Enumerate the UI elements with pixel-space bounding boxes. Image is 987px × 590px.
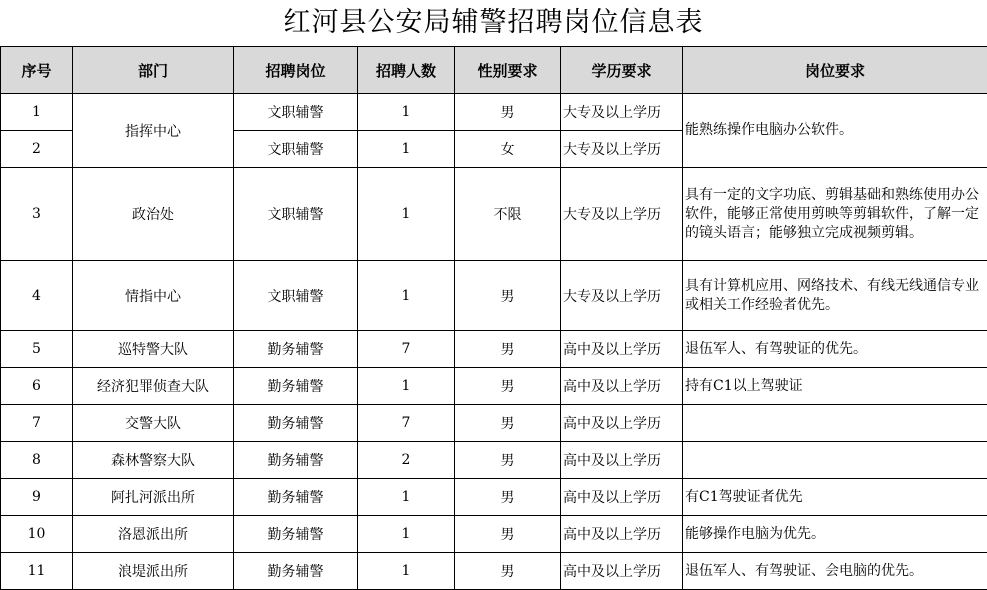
cell-position: 勤务辅警 [234, 553, 358, 590]
header-serial-number: 序号 [1, 47, 73, 94]
cell-headcount: 7 [358, 331, 455, 368]
cell-serial-number: 4 [1, 261, 73, 331]
cell-department: 指挥中心 [73, 94, 234, 168]
cell-requirements [683, 405, 987, 442]
cell-headcount: 1 [358, 131, 455, 168]
cell-position: 勤务辅警 [234, 405, 358, 442]
cell-serial-number: 9 [1, 479, 73, 516]
cell-serial-number: 5 [1, 331, 73, 368]
cell-serial-number: 2 [1, 131, 73, 168]
cell-education: 大专及以上学历 [561, 168, 683, 261]
header-requirements: 岗位要求 [683, 47, 987, 94]
cell-gender: 男 [455, 261, 561, 331]
cell-gender: 女 [455, 131, 561, 168]
cell-requirements: 具有计算机应用、网络技术、有线无线通信专业或相关工作经验者优先。 [683, 261, 987, 331]
cell-headcount: 1 [358, 479, 455, 516]
cell-position: 文职辅警 [234, 261, 358, 331]
cell-position: 勤务辅警 [234, 331, 358, 368]
table-row [1, 331, 987, 368]
header-headcount: 招聘人数 [358, 47, 455, 94]
cell-position: 文职辅警 [234, 94, 358, 131]
table-header-row [1, 47, 987, 94]
cell-requirements: 持有C1以上驾驶证 [683, 368, 987, 405]
cell-department: 浪堤派出所 [73, 553, 234, 590]
cell-position: 勤务辅警 [234, 442, 358, 479]
table-row [1, 94, 987, 131]
cell-position: 勤务辅警 [234, 368, 358, 405]
cell-gender: 男 [455, 442, 561, 479]
cell-requirements: 退伍军人、有驾驶证、会电脑的优先。 [683, 553, 987, 590]
cell-department: 政治处 [73, 168, 234, 261]
cell-education: 大专及以上学历 [561, 261, 683, 331]
cell-gender: 男 [455, 405, 561, 442]
header-education: 学历要求 [561, 47, 683, 94]
cell-gender: 不限 [455, 168, 561, 261]
cell-department: 巡特警大队 [73, 331, 234, 368]
cell-position: 文职辅警 [234, 168, 358, 261]
cell-serial-number: 1 [1, 94, 73, 131]
cell-headcount: 2 [358, 442, 455, 479]
cell-requirements: 能够操作电脑为优先。 [683, 516, 987, 553]
cell-department: 阿扎河派出所 [73, 479, 234, 516]
cell-serial-number: 6 [1, 368, 73, 405]
table-row [1, 261, 987, 331]
cell-position: 勤务辅警 [234, 479, 358, 516]
cell-requirements: 退伍军人、有驾驶证的优先。 [683, 331, 987, 368]
cell-headcount: 1 [358, 168, 455, 261]
cell-department: 洛恩派出所 [73, 516, 234, 553]
cell-position: 文职辅警 [234, 131, 358, 168]
table-row [1, 442, 987, 479]
cell-requirements: 具有一定的文字功底、剪辑基础和熟练使用办公软件，能够正常使用剪映等剪辑软件，了解一定的镜头语言；能够独立完成视频剪辑。 [683, 168, 987, 261]
table-row [1, 553, 987, 590]
cell-education: 大专及以上学历 [561, 131, 683, 168]
cell-headcount: 1 [358, 94, 455, 131]
cell-headcount: 1 [358, 553, 455, 590]
cell-headcount: 1 [358, 261, 455, 331]
cell-education: 高中及以上学历 [561, 331, 683, 368]
recruitment-table [0, 46, 987, 590]
cell-education: 大专及以上学历 [561, 94, 683, 131]
table-row [1, 516, 987, 553]
table-row [1, 479, 987, 516]
cell-serial-number: 8 [1, 442, 73, 479]
cell-gender: 男 [455, 479, 561, 516]
cell-education: 高中及以上学历 [561, 553, 683, 590]
cell-education: 高中及以上学历 [561, 479, 683, 516]
cell-position: 勤务辅警 [234, 516, 358, 553]
cell-headcount: 7 [358, 405, 455, 442]
cell-headcount: 1 [358, 516, 455, 553]
cell-department: 森林警察大队 [73, 442, 234, 479]
cell-gender: 男 [455, 331, 561, 368]
cell-department: 交警大队 [73, 405, 234, 442]
page-title: 红河县公安局辅警招聘岗位信息表 [283, 7, 704, 38]
cell-requirements: 能熟练操作电脑办公软件。 [683, 94, 987, 168]
cell-serial-number: 10 [1, 516, 73, 553]
cell-gender: 男 [455, 553, 561, 590]
table-row [1, 405, 987, 442]
cell-headcount: 1 [358, 368, 455, 405]
header-gender: 性别要求 [455, 47, 561, 94]
cell-education: 高中及以上学历 [561, 368, 683, 405]
cell-serial-number: 7 [1, 405, 73, 442]
cell-requirements [683, 442, 987, 479]
table-row [1, 168, 987, 261]
cell-department: 经济犯罪侦查大队 [73, 368, 234, 405]
cell-gender: 男 [455, 516, 561, 553]
header-department: 部门 [73, 47, 234, 94]
cell-gender: 男 [455, 94, 561, 131]
cell-department: 情指中心 [73, 261, 234, 331]
cell-education: 高中及以上学历 [561, 442, 683, 479]
cell-requirements: 有C1驾驶证者优先 [683, 479, 987, 516]
header-position: 招聘岗位 [234, 47, 358, 94]
table-row [1, 368, 987, 405]
cell-education: 高中及以上学历 [561, 516, 683, 553]
cell-education: 高中及以上学历 [561, 405, 683, 442]
cell-serial-number: 11 [1, 553, 73, 590]
cell-gender: 男 [455, 368, 561, 405]
cell-serial-number: 3 [1, 168, 73, 261]
